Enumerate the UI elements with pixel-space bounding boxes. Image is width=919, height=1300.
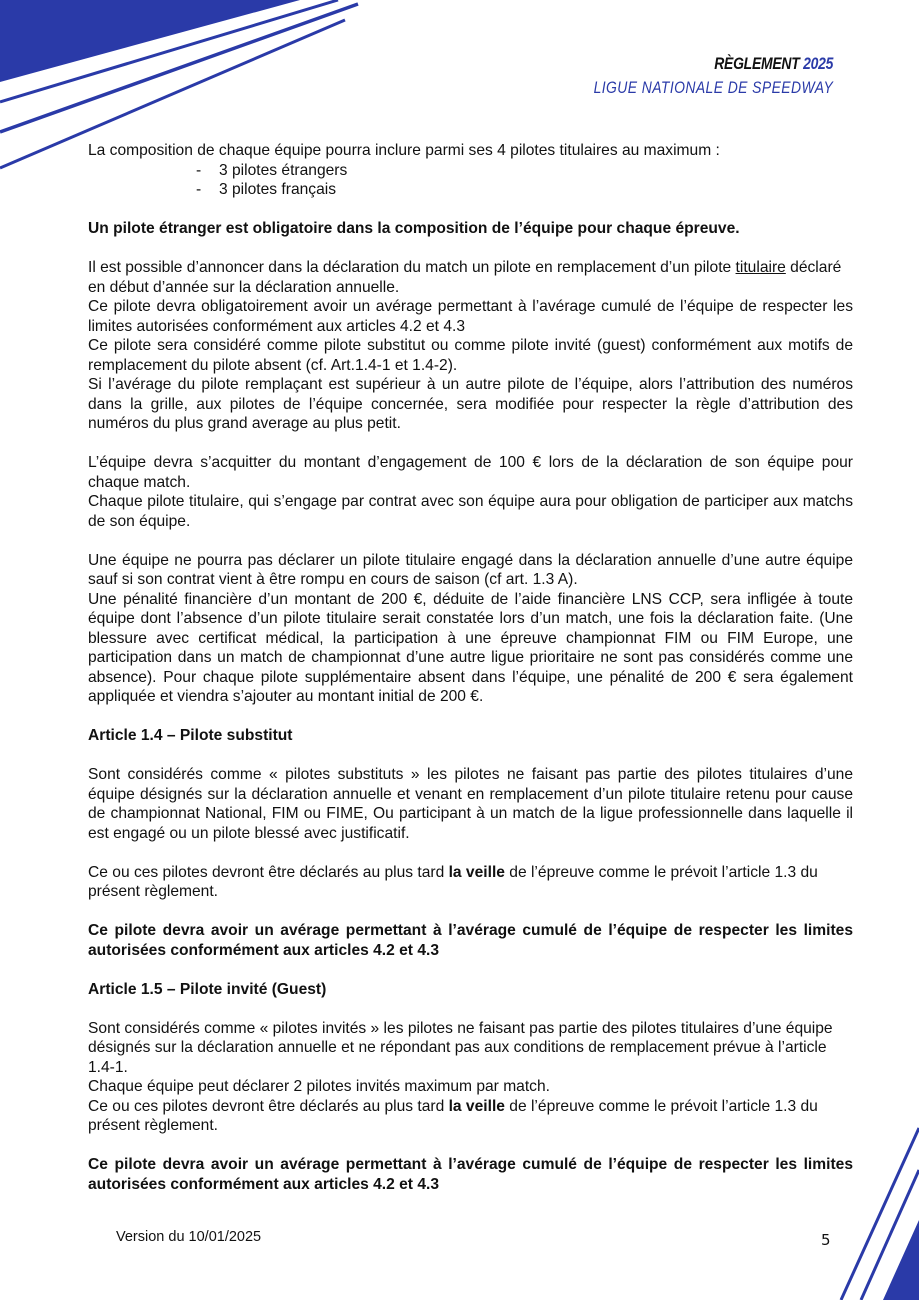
composition-list (88, 161, 853, 200)
paragraph-other-team: Une équipe ne pourra pas déclarer un pilote titulaire engagé dans la déclaration annuelle d’une autre équipe sauf si son contrat vient à être rompu en cours de saison (cf art. 1.3 A). (88, 551, 853, 588)
text-run: Ce ou ces pilotes devront être déclarés au plus tard (88, 1097, 449, 1115)
paragraph-substitute-definition: Sont considérés comme « pilotes substituts » les pilotes ne faisant pas partie des pilotes titulaires d’une équipe désignés sur la déclaration annuelle et venant en remplacement d’un pilote titulaire retenu pour cause de championnat National, FIM ou FIME, Ou participant à un match de la ligue professionnelle dans laquelle il est engagé ou un pilote blessé avec justificatif. (88, 766, 853, 842)
text-run: de l’épreuve comme le prévoit l’article 1.3 du présent règlement. (88, 1097, 818, 1134)
header-title-year: 2025 (802, 54, 833, 73)
paragraph-average-rule: Ce pilote devra obligatoirement avoir un avérage permettant à l’avérage cumulé de l’équipe de respecter les limites autorisées conformément aux articles 4.2 et 4.3 (88, 298, 853, 335)
bold-text-run: la veille (448, 1097, 505, 1115)
paragraph-numbering: Si l’avérage du pilote remplaçant est supérieur à un autre pilote de l’équipe, alors l’attribution des numéros dans la grille, aux pilotes de l’équipe concernée, sera modifiée pour respecter la règle d’attribution des numéros du plus grand average au plus petit. (88, 376, 853, 432)
corner-decoration-bottom-right (839, 1120, 919, 1300)
header-subtitle: LIGUE NATIONALE DE SPEEDWAY (593, 78, 833, 97)
underlined-word: titulaire (735, 259, 786, 276)
paragraph-foreign-rider-rule: Un pilote étranger est obligatoire dans la composition de l’équipe pour chaque épreuve. (88, 220, 740, 237)
text-run: Il est possible d’annoncer dans la déclaration du match un pilote en remplacement d’un pilote (88, 259, 736, 276)
footer-version: Version du 10/01/2025 (116, 1229, 262, 1245)
paragraph-composition: La composition de chaque équipe pourra inclure parmi ses 4 pilotes titulaires au maximum : (88, 142, 720, 159)
paragraph-declaration-deadline (88, 863, 853, 902)
paragraph-obligation: Chaque pilote titulaire, qui s’engage par contrat avec son équipe aura pour obligation de participer aux matchs de son équipe. (88, 493, 853, 530)
list-item: - 3 pilotes étrangers (88, 161, 853, 181)
paragraph-entry-fee: L’équipe devra s’acquitter du montant d’engagement de 100 € lors de la déclaration de son équipe pour chaque match. (88, 454, 853, 491)
heading-article-1-4: Article 1.4 – Pilote substitut (88, 727, 293, 744)
header-title-text: RÈGLEMENT (714, 54, 800, 73)
header-title (593, 54, 833, 74)
text-run: Ce ou ces pilotes devront être déclarés au plus tard (88, 863, 449, 881)
paragraph-substitute-status: Ce pilote sera considéré comme pilote substitut ou comme pilote invité (guest) conformément aux motifs de remplacement du pilote absent (cf. Art.1.4-1 et 1.4-2). (88, 337, 853, 374)
document-header (541, 54, 833, 98)
heading-article-1-5: Article 1.5 – Pilote invité (Guest) (88, 980, 327, 998)
paragraph-guest-limit: Chaque équipe peut déclarer 2 pilotes invités maximum par match. (88, 1078, 550, 1095)
text-run: de l’épreuve comme le prévoit l’article 1.3 du présent règlement. (88, 863, 818, 900)
paragraph-guest-deadline (88, 1097, 853, 1136)
list-item: - 3 pilotes français (88, 180, 853, 200)
paragraph-guest-average-rule: Ce pilote devra avoir un avérage permettant à l’avérage cumulé de l’équipe de respecter les limites autorisées conformément aux articles 4.2 et 4.3 (88, 1156, 853, 1193)
text-run: déclaré en début d’année sur la déclaration annuelle. (88, 259, 842, 296)
page-number: 5 (821, 1231, 831, 1249)
paragraph-guest-definition: Sont considérés comme « pilotes invités » les pilotes ne faisant pas partie des pilotes titulaires d’une équipe désignés sur la déclaration annuelle et ne répondant pas aux conditions de remplacement prévue à l’article 1.4-1. (88, 1019, 833, 1076)
document-body (88, 141, 853, 1194)
paragraph-penalty: Une pénalité financière d’un montant de 200 €, déduite de l’aide financière LNS CCP, sera infligée à toute équipe dont l’absence d’un pilote titulaire serait constatée lors d’un match, une fois la déclaration faite. (Une blessure avec certificat médical, la participation à une épreuve championnat FIM ou FIM Europe, une participation dans un match de championnat d’une autre ligue prioritaire ne sont pas considérés comme une absence). Pour chaque pilote supplémentaire absent dans l’équipe, une pénalité de 200 € sera également appliquée et viendra s’ajouter au montant initial de 200 €. (88, 590, 853, 705)
bold-text-run: la veille (448, 863, 505, 881)
paragraph-replacement (88, 258, 853, 297)
paragraph-average-rule-bold: Ce pilote devra avoir un avérage permettant à l’avérage cumulé de l’équipe de respecter les limites autorisées conformément aux articles 4.2 et 4.3 (88, 922, 853, 959)
